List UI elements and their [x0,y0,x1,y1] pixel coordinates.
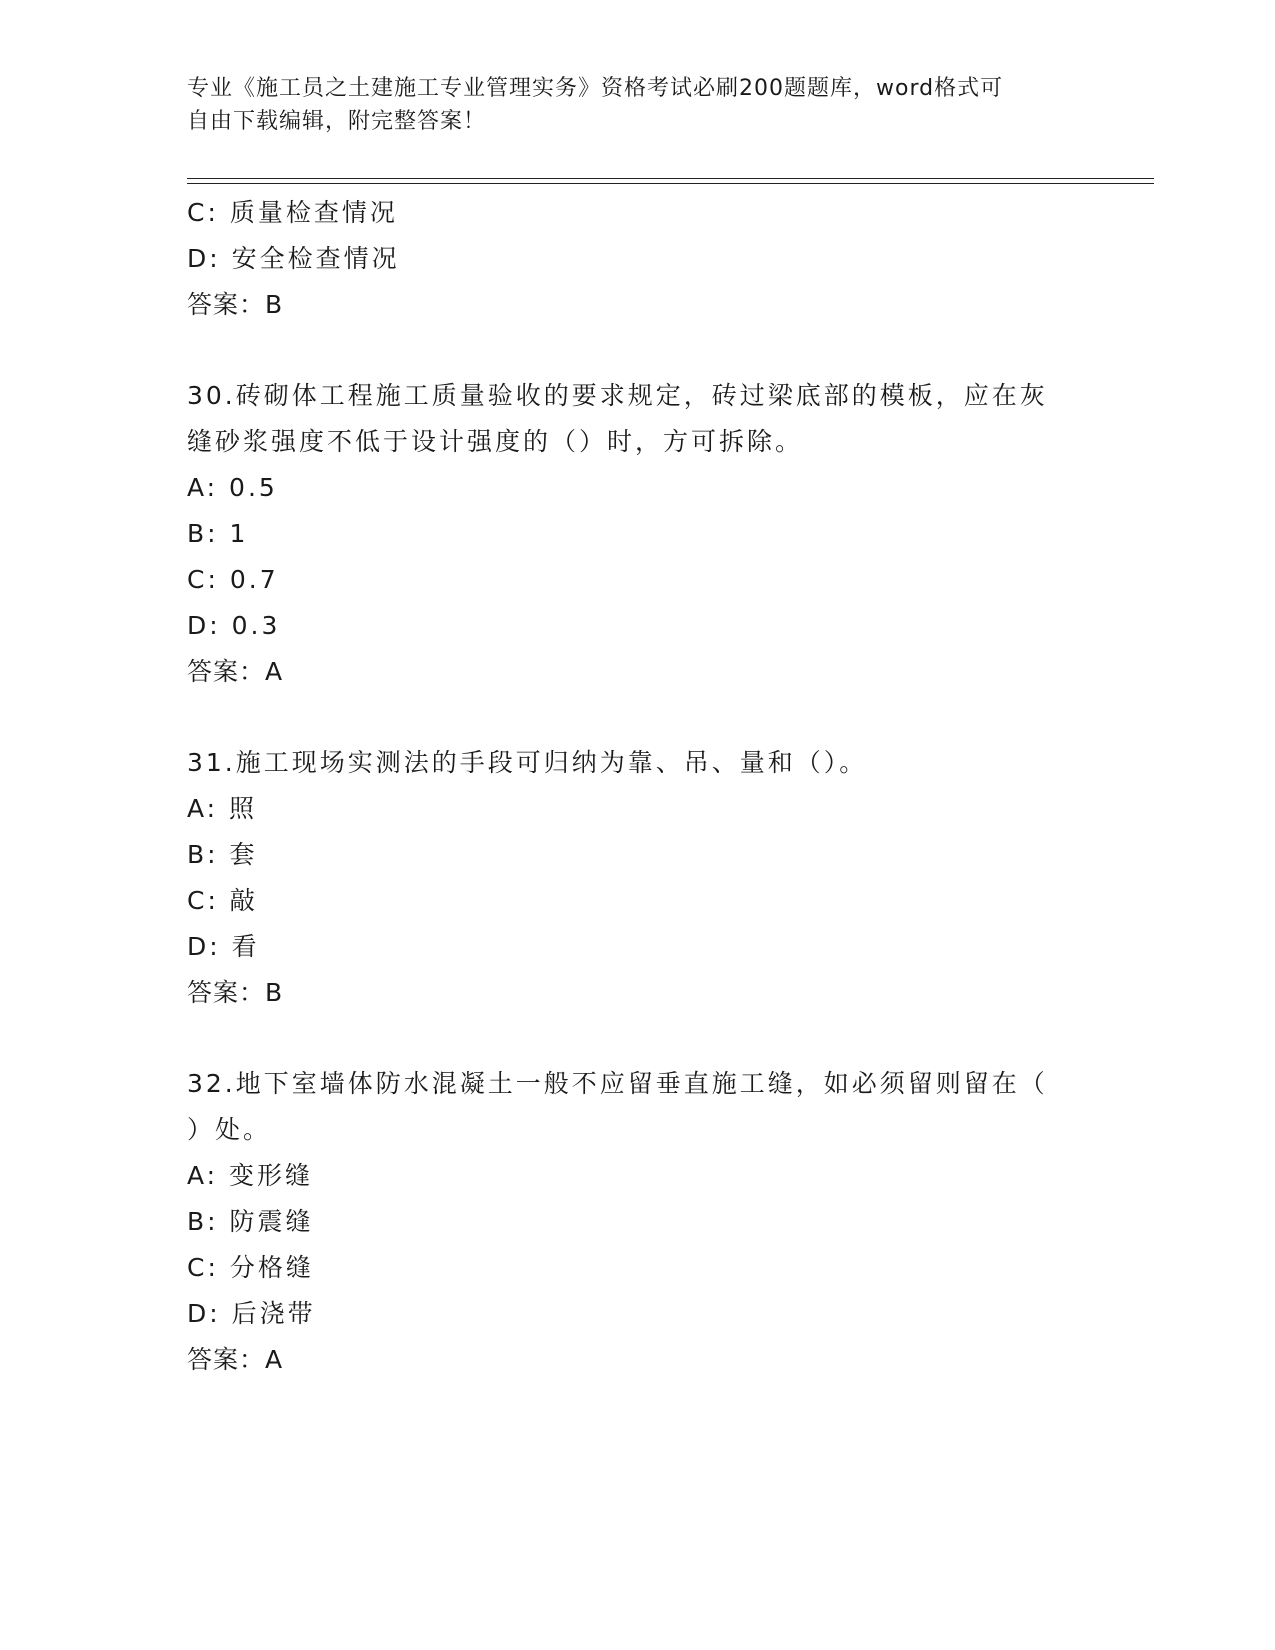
option-label: B: [187,840,219,869]
option-text: 0.3 [231,611,281,640]
question-stem-line: 30.砖砌体工程施工质量验收的要求规定，砖过梁底部的模板，应在灰 [187,381,1048,410]
option-text: 安全检查情况 [231,244,400,273]
option-text: 后浇带 [231,1299,316,1328]
option-text: 变形缝 [229,1161,314,1190]
question-stem-line: 缝砂浆强度不低于设计强度的（）时，方可拆除。 [187,427,804,456]
option-text: 0.5 [229,473,278,502]
answer: 答案：A [187,1345,284,1374]
option-c [187,878,1087,924]
option-label: C: [187,886,219,915]
header-line-1: 专业《施工员之土建施工专业管理实务》资格考试必刷200题题库，word格式可 [187,76,1004,101]
option-b [187,511,1087,557]
question-30 [187,373,1087,695]
option-c [187,557,1087,603]
document-header [187,72,1067,138]
option-c [187,1245,1087,1291]
option-text: 敲 [229,886,258,915]
option-text: 1 [229,519,249,548]
option-text: 看 [231,932,260,961]
option-d [187,924,1087,970]
question-29-continued [187,190,1087,328]
option-text: 质量检查情况 [229,198,398,227]
option-label: D: [187,611,221,640]
option-text: 防震缝 [229,1207,314,1236]
option-label: C: [187,1253,219,1282]
option-label: B: [187,519,219,548]
option-text: 套 [229,840,258,869]
option-d [187,236,1087,282]
option-a [187,786,1087,832]
answer: 答案：A [187,657,284,686]
option-label: A: [187,473,219,502]
option-label: D: [187,244,221,273]
option-label: B: [187,1207,219,1236]
header-divider-top [187,178,1154,179]
option-c [187,190,1087,236]
option-text: 照 [229,794,258,823]
answer: 答案：B [187,290,284,319]
question-stem-line: ）处。 [187,1115,272,1144]
option-label: C: [187,565,219,594]
answer: 答案：B [187,978,284,1007]
option-d [187,1291,1087,1337]
option-a [187,465,1087,511]
option-label: D: [187,1299,221,1328]
option-label: C: [187,198,219,227]
question-31 [187,740,1087,1016]
option-b [187,832,1087,878]
option-a [187,1153,1087,1199]
option-text: 0.7 [229,565,279,594]
header-divider-bottom [187,183,1154,184]
question-list [187,190,1087,1383]
option-d [187,603,1087,649]
option-label: A: [187,1161,219,1190]
header-line-2: 自由下载编辑，附完整答案！ [187,109,487,134]
option-label: A: [187,794,219,823]
question-stem-line: 32.地下室墙体防水混凝土一般不应留垂直施工缝，如必须留则留在（ [187,1069,1048,1098]
option-text: 分格缝 [229,1253,314,1282]
option-label: D: [187,932,221,961]
question-32 [187,1061,1087,1383]
question-stem-line: 31.施工现场实测法的手段可归纳为靠、吊、量和（）。 [187,748,868,777]
option-b [187,1199,1087,1245]
